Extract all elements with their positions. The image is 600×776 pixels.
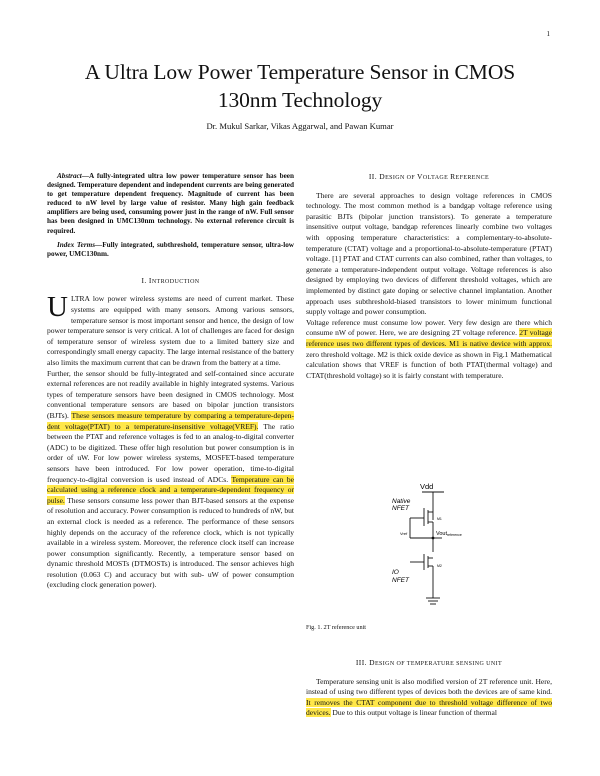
intro-paragraph-1: ULTRA low power wireless systems are need of current market. These systems are equipped with many sensors. Among various sensors, temperature sensor is most important sensor and hence, the design of low power temperature sensor is very critical. A lot of challenges are faced for design of temperature sensor of wireless system due to a limited battery size and correspondingly small energy capacity. The large internal resistance of the battery also limits the maximum current that can be drawn from the battery at a time. — [47, 291, 294, 367]
vref-label: Vref — [400, 531, 408, 536]
abstract-lead: Abstract— — [57, 172, 89, 180]
m2-label: M2 — [437, 564, 442, 568]
circuit-diagram — [370, 478, 490, 610]
vref-paragraph-2: Voltage reference must consume low power. Very few design are there which consume nW of power. Here, we are designing 2T voltage reference. 2T voltage reference uses two different types of devices. M1 is native device with approx. zero threshold voltage. M2 is thick oxide device as shown in Fig.1 Mathematical calculation shows that VREF is function of both PTAT(thermal voltage) and CTAT(threshold voltage) so it is fairly constant with temperature. — [306, 317, 552, 380]
tsu-paragraph-1: Temperature sensing unit is also modified version of 2T reference unit. Here, instead of using two different types of devices both the devices are of same kind. It removes the CTAT component due to threshold voltage difference of two devices. Due to this output voltage is linear function of thermal — [306, 676, 552, 718]
vdd-label: Vdd — [420, 482, 434, 491]
index-terms-body: Fully integrated, subthreshold, temperature sensor, ultra-low power, UMC130nm. — [47, 240, 295, 258]
title-line-2: 130nm Technology — [217, 88, 383, 112]
highlight-1: These sensors measure temperature by comparing a temperature-depen- dent voltage(PTAT) to a temperature-insensitive voltage(VREF). — [47, 410, 294, 431]
section-heading-voltage-reference: II. DESIGN OF VOLTAGE REFERENCE — [368, 172, 490, 181]
paper-title — [20, 58, 580, 114]
abstract-body: A fully-integrated ultra low power temperature sensor has been designed. Temperature dependent and independent currents are being generated to get temperature dependent frequency. Magnitude of current has been reduced to nW level by large value of resistor. Many high gain feedback amplifiers are being used, consuming power just in the range of nW. Full sensor has been designed in UMC130nm technology. No external reference circuit is required. — [47, 172, 294, 235]
authors: Dr. Mukul Sarkar, Vikas Aggarwal, and Pawan Kumar — [206, 121, 394, 131]
native-label-2: NFET — [392, 505, 409, 512]
figure-caption: Fig. 1. 2T reference unit — [306, 624, 367, 631]
index-terms — [47, 241, 294, 259]
vref-paragraph-1: There are several approaches to design voltage references in CMOS technology. The most common method is a bandgap voltage reference using parasitic BJTs (bipolar junction transistors). To generate a temperature insensitive output voltage, bandgap references linearly combine two voltages with opposing temperature characteristics: a complementary-to-absolute-temperature (CTAT) voltage and a proportional-to-absolute-temperature (PTAT) voltage. [1] PTAT and CTAT currents can also combined, rather than voltages, to generate a temperature-independent output voltage. Voltage references is also designed by employing two devices of different threshold voltages, which are implemented by distinct gate doping or selective channel implantation. Another approach uses subthreshold-biased transistors to lower minimum functional supply voltage and power consumption. — [306, 190, 552, 317]
highlight-3: 2T voltage reference uses two different types of devices. M1 is native device with approx. — [306, 328, 552, 348]
abstract — [47, 172, 294, 236]
io-label-1: IO — [392, 569, 399, 576]
m1-label: M1 — [437, 517, 442, 521]
output-node — [432, 537, 435, 540]
section-heading-introduction: I. INTRODUCTION — [141, 275, 200, 285]
intro-paragraph-2: Further, the sensor should be fully-integrated and self-contained since accurate external references are not readily available in highly integrated systems. Various types of temperature sensors have been designed in CMOS technology. Most conventional temperature sensors are based on bipolar junction transistors (BJTs). These sensors measure temperature by comparing a temperature-depen- dent voltage(PTAT) to a temperature-insensitive voltage(VREF). The ratio between the PTAT and reference voltages is fed to an analog-to-digital converter (ADC) to be digitized. These offer high resolution but power consumption is in order of uW. For low power wireless systems, MOSFET-based temperature sensors have been introduced. For low power operation, time-to-digital frequency-to-digital conversion is used instead of ADCs. Temperature can be calculated using a reference clock and a temperature-dependent frequency or pulse. These sensors consume less power than BJT-based sensors at the expense of resolution and accuracy. Power consumption is reduced to hundreds of nW, but an external clock is needed as a reference. The performance of these sensors highly depends on the accuracy of the reference clock, which is not typically available in a wireless system. Moreover, the reference clock itself can increase power consumption significantly. Recently, a temperature sensor based on dynamic threshold MOSTs (DTMOSTs) is introduced. The sensor achieves high resolution (0.063 C) and accuracy but with sub- uW of power consumption (excluding clock generation power). — [47, 368, 295, 590]
io-label-2: NFET — [392, 577, 409, 584]
vout-label: Voutreference — [436, 531, 462, 537]
section-heading-temperature-sensing-unit: III. DESIGN OF TEMPERATURE SENSING UNIT — [355, 658, 503, 667]
highlight-2: Temperature can be calculated using a reference clock and a temperature-dependent frequency or pulse. — [47, 474, 294, 505]
right-column-bottom — [306, 658, 552, 719]
left-column — [47, 172, 294, 591]
page-number: 1 — [546, 30, 550, 38]
right-column — [306, 172, 552, 381]
drop-cap: U — [47, 291, 68, 324]
highlight-4: It removes the CTAT component due to threshold voltage difference of two devices. — [306, 697, 552, 718]
title-line-1: A Ultra Low Power Temperature Sensor in CMOS — [84, 60, 516, 84]
index-terms-lead: Index Terms— — [57, 240, 103, 249]
native-label-1: Native — [392, 498, 411, 505]
